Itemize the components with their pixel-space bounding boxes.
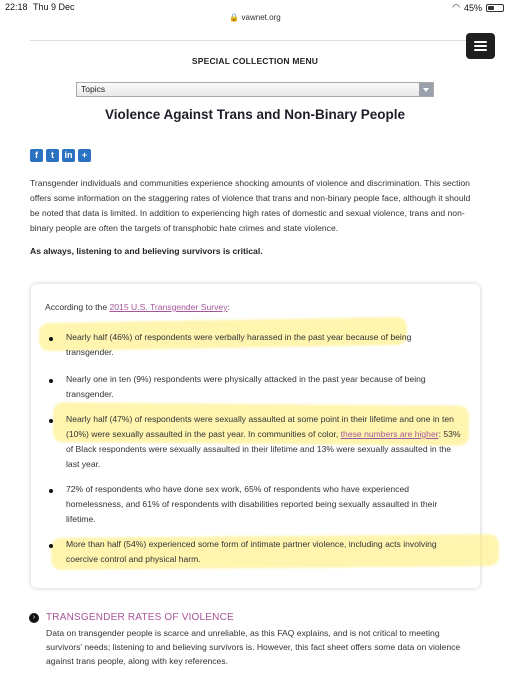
survey-lead-suffix: : — [227, 302, 230, 312]
status-right — [452, 2, 504, 13]
intro-paragraph: Transgender individuals and communities experience shocking amounts of violence and discrimination. This section offers some information on the staggering rates of violence that trans and non-binary people face, although it should be noted that data is limited. In addition to experiencing high rates of domestic and sexual violence, trans and non-binary people are often the targets of transphobic hate crimes and state violence. — [30, 178, 471, 233]
add-share-icon[interactable]: + — [78, 149, 91, 162]
facebook-share-icon[interactable]: f — [30, 149, 43, 162]
chevron-down-icon — [419, 83, 433, 96]
hamburger-line — [474, 45, 487, 47]
topics-select[interactable] — [76, 82, 434, 97]
survey-card — [31, 284, 480, 588]
status-bar — [0, 0, 510, 22]
status-date: Thu 9 Dec — [33, 2, 75, 12]
bullet-icon — [49, 337, 53, 341]
bullet-icon — [49, 489, 53, 493]
bullet-icon — [49, 419, 53, 423]
higher-numbers-link[interactable]: these numbers are higher — [340, 429, 439, 439]
address-bar[interactable] — [0, 13, 510, 22]
hamburger-line — [474, 49, 487, 51]
list-item: More than half (54%) experienced some form of intimate partner violence, including acts involving coercive control and physical harm. — [66, 539, 437, 564]
page-title: Violence Against Trans and Non-Binary People — [104, 107, 406, 122]
special-collection-menu-label: SPECIAL COLLECTION MENU — [191, 56, 319, 66]
survey-link[interactable]: 2015 U.S. Transgender Survey — [109, 302, 228, 312]
linkedin-share-icon[interactable]: in — [62, 149, 75, 162]
emphasis-line: As always, listening to and believing survivors is critical. — [30, 246, 263, 256]
lock-icon: 🔒 — [229, 13, 240, 22]
topics-select-value: Topics — [81, 84, 106, 94]
chevron-right-icon[interactable]: › — [29, 613, 39, 623]
address-url: vawnet.org — [241, 13, 281, 22]
header-divider — [30, 40, 470, 41]
battery-icon — [486, 4, 504, 12]
twitter-share-icon[interactable]: t — [46, 149, 59, 162]
list-item — [66, 412, 466, 472]
section-title-link[interactable]: TRANSGENDER RATES OF VIOLENCE — [46, 612, 234, 623]
battery-fill — [488, 6, 494, 10]
list-item-text: Nearly half (47%) of respondents were sexually assaulted at some point in their lifetime and one in ten (10%) were sexually assaulted in the past year. In communities of color, — [66, 414, 454, 439]
list-item: Nearly half (46%) of respondents were verbally harassed in the past year because of being transgender. — [66, 332, 412, 357]
hamburger-line — [474, 41, 487, 43]
survey-lead-prefix: According to the — [45, 302, 110, 312]
list-item-text: : 53% of Black respondents were sexually assaulted in their lifetime and 13% were sexually assaulted in the last year. — [66, 429, 461, 469]
bullet-icon — [49, 544, 53, 548]
survey-lead — [45, 300, 465, 315]
section-body: Data on transgender people is scarce and unreliable, as this FAQ explains, and is not critical to meeting survivors' needs; listening to and believing survivors is. However, this fact sheet offers some data on violence against trans people, along with key references. — [46, 628, 461, 666]
share-buttons — [30, 149, 91, 162]
battery-percent: 45% — [463, 2, 482, 13]
list-item: 72% of respondents who have done sex work, 65% of respondents who have experienced homelessness, and 61% of respondents with disabilities reported being sexually assaulted in their lifetime. — [66, 484, 438, 524]
wifi-icon: ◠ — [452, 2, 460, 12]
list-item: Nearly one in ten (9%) respondents were physically attacked in the past year because of being transgender. — [66, 374, 426, 399]
bullet-icon — [49, 379, 53, 383]
status-time: 22:18 — [5, 2, 28, 12]
